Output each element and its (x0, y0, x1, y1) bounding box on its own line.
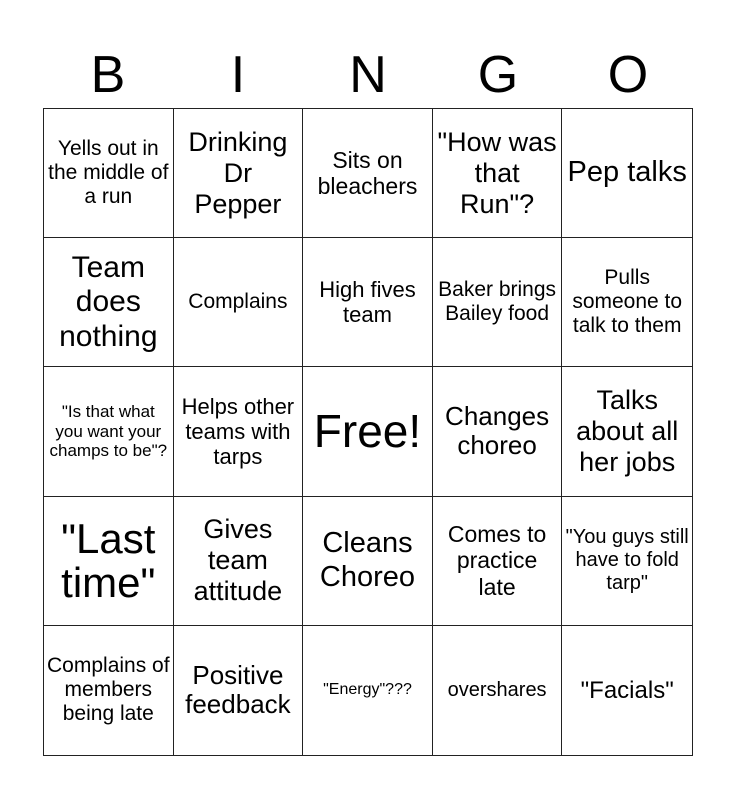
bingo-cell[interactable] (562, 238, 692, 367)
bingo-cell[interactable] (174, 238, 304, 367)
cell-text: "Last time" (61, 514, 156, 606)
bingo-cell[interactable] (303, 238, 433, 367)
bingo-header (43, 40, 693, 108)
bingo-cell[interactable] (433, 238, 563, 367)
bingo-cell[interactable] (44, 238, 174, 367)
cell-text: Positive feedback (185, 659, 291, 720)
header-letter-b: B (90, 46, 126, 104)
header-letter-i: I (230, 46, 246, 104)
bingo-cell[interactable] (44, 497, 174, 626)
cell-text: High fives team (319, 276, 416, 328)
cell-text: Changes choreo (445, 400, 550, 461)
cell-text: "You guys still have to fold tarp" (565, 526, 689, 595)
cell-text: Drinking Dr Pepper (188, 126, 288, 219)
cell-text: "Is that what you want your champs to be"? (49, 402, 168, 461)
cell-text: Helps other teams with tarps (181, 393, 295, 470)
cell-text: Complains (188, 290, 288, 314)
cell-text: Pep talks (567, 156, 687, 189)
bingo-cell[interactable] (433, 109, 563, 238)
cell-text: Gives team attitude (193, 514, 283, 607)
cell-text: Complains of members being late (47, 654, 170, 726)
cell-text: "How was that Run"? (437, 126, 557, 219)
cell-text: Comes to practice late (447, 521, 547, 600)
cell-text: Sits on bleachers (317, 146, 418, 200)
bingo-cell[interactable] (303, 497, 433, 626)
cell-text: "Facials" (580, 676, 674, 704)
cell-text: overshares (447, 678, 547, 701)
bingo-cell[interactable] (433, 626, 563, 755)
bingo-cell[interactable] (562, 626, 692, 755)
bingo-cell[interactable] (433, 367, 563, 496)
bingo-cell[interactable] (433, 497, 563, 626)
bingo-cell[interactable] (174, 367, 304, 496)
cell-text: Pulls someone to talk to them (572, 266, 683, 338)
cell-text: Team does nothing (59, 250, 158, 353)
cell-text: "Energy"??? (323, 681, 412, 699)
header-letter-o: O (607, 46, 649, 104)
bingo-cell[interactable] (562, 367, 692, 496)
bingo-cell[interactable] (44, 109, 174, 238)
cell-text: Free! (313, 405, 422, 458)
bingo-cell[interactable] (562, 109, 692, 238)
cell-text: Talks about all her jobs (576, 384, 679, 478)
bingo-cell[interactable] (303, 109, 433, 238)
bingo-board (43, 108, 693, 756)
header-letter-n: N (349, 46, 387, 104)
header-letter-g: G (477, 46, 519, 104)
bingo-cell[interactable] (303, 367, 433, 496)
cell-text: Cleans Choreo (319, 527, 416, 593)
cell-text: Yells out in the middle of a run (48, 136, 169, 209)
cell-text: Baker brings Bailey food (438, 278, 557, 326)
bingo-cell[interactable] (562, 497, 692, 626)
bingo-cell[interactable] (174, 109, 304, 238)
bingo-cell[interactable] (44, 626, 174, 755)
bingo-cell[interactable] (174, 626, 304, 755)
bingo-cell[interactable] (303, 626, 433, 755)
bingo-cell[interactable] (174, 497, 304, 626)
bingo-cell[interactable] (44, 367, 174, 496)
